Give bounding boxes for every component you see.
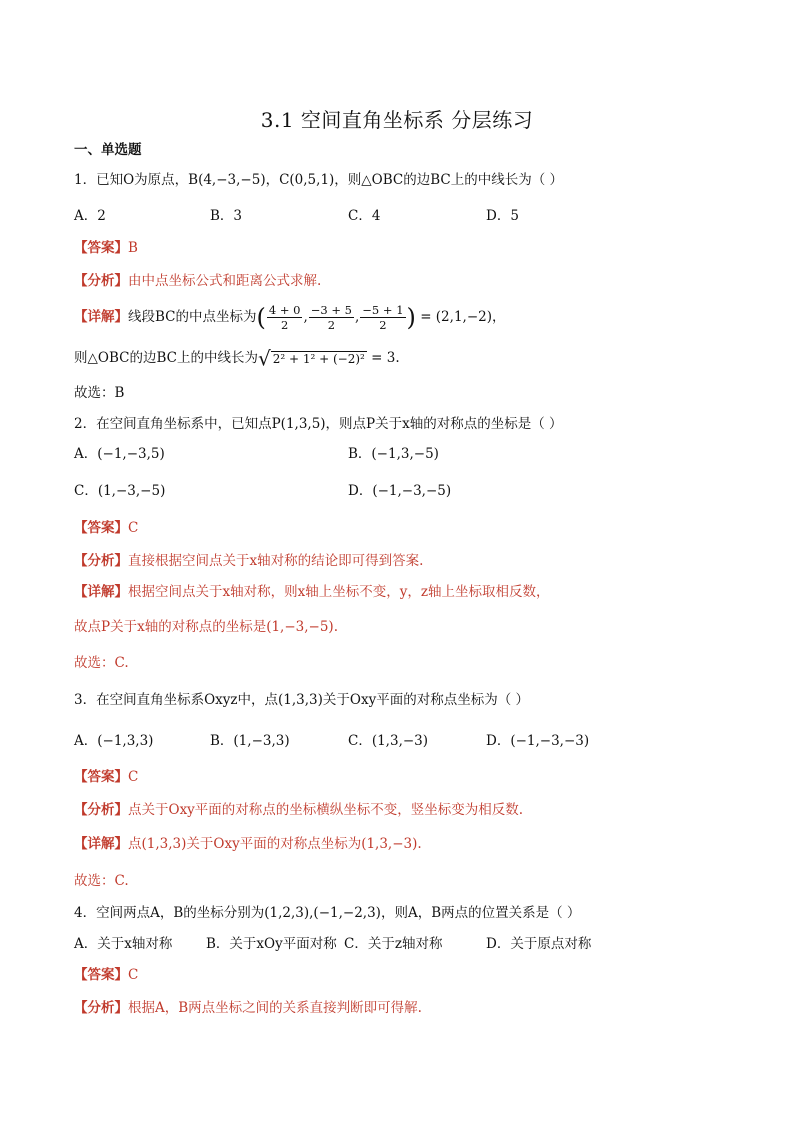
answer-value: C <box>128 520 139 536</box>
analysis-text: 由中点坐标公式和距离公式求解. <box>128 273 322 289</box>
sqrt-expression <box>258 343 367 374</box>
q4-option-c: C．关于z轴对称 <box>344 936 443 952</box>
q2-detail-line-2: 故点P关于x轴的对称点的坐标是(1,−3,−5). <box>74 619 338 635</box>
q1-detail-line-2 <box>74 343 400 374</box>
fraction-3 <box>360 303 405 332</box>
q2-choice: 故选：C. <box>74 655 129 671</box>
answer-tag: 【答案】 <box>74 240 128 256</box>
q4-option-b: B．关于xOy平面对称 <box>206 936 337 952</box>
q3-option-d: D．(−1,−3,−3) <box>486 733 590 749</box>
analysis-tag: 【分析】 <box>74 273 128 289</box>
q2-analysis <box>74 551 423 571</box>
q4-option-d: D．关于原点对称 <box>486 936 592 952</box>
q3-option-b: B．(1,−3,3) <box>210 733 290 749</box>
answer-value: C <box>128 769 139 785</box>
answer-tag: 【答案】 <box>74 520 128 536</box>
analysis-tag: 【分析】 <box>74 553 128 569</box>
q3-detail <box>74 834 422 854</box>
q3-choice: 故选：C. <box>74 873 129 889</box>
q2-option-c: C．(1,−3,−5) <box>74 483 166 499</box>
detail-line-2-prefix: 则△OBC的边BC上的中线长为 <box>74 350 258 366</box>
detail-tag: 【详解】 <box>74 584 128 600</box>
fraction-2 <box>309 303 354 332</box>
q2-answer <box>74 518 138 538</box>
analysis-tag: 【分析】 <box>74 1000 128 1016</box>
question-2-stem: 2．在空间直角坐标系中，已知点P(1,3,5)，则点P关于x轴的对称点的坐标是（ ） <box>74 416 563 432</box>
q3-analysis <box>74 800 523 820</box>
q4-answer <box>74 965 138 985</box>
fraction-1 <box>267 303 303 332</box>
fraction-3-denominator: 2 <box>379 318 387 332</box>
q4-analysis <box>74 998 422 1018</box>
q1-analysis <box>74 271 321 291</box>
analysis-text: 点关于Oxy平面的对称点的坐标横纵坐标不变，竖坐标变为相反数. <box>128 802 524 818</box>
detail-tag: 【详解】 <box>74 309 128 325</box>
left-paren: ( <box>256 303 266 332</box>
fraction-3-numerator: −5 + 1 <box>362 303 404 317</box>
q3-option-a: A．(−1,3,3) <box>74 733 154 749</box>
fraction-2-denominator: 2 <box>327 318 336 332</box>
analysis-text: 根据A，B两点坐标之间的关系直接判断即可得解. <box>128 1000 422 1016</box>
q4-option-a: A．关于x轴对称 <box>74 936 173 952</box>
q3-answer <box>74 767 138 787</box>
q2-option-b: B．(−1,3,−5) <box>348 446 439 462</box>
question-1-stem: 1．已知O为原点，B(4,−3,−5)，C(0,5,1)，则△OBC的边BC上的中线长为（ ） <box>74 172 564 188</box>
q1-answer <box>74 238 138 258</box>
q2-option-a: A．(−1,−3,5) <box>74 446 165 462</box>
detail-text: 点(1,3,3)关于Oxy平面的对称点坐标为(1,3,−3). <box>128 836 422 852</box>
detail-prefix: 线段BC的中点坐标为 <box>128 309 257 325</box>
question-3-stem: 3．在空间直角坐标系Oxyz中，点(1,3,3)关于Oxy平面的对称点坐标为（ ） <box>74 692 529 708</box>
fraction-1-denominator: 2 <box>281 318 289 332</box>
fraction-2-numerator: −3 + 5 <box>310 303 352 317</box>
q1-option-d: D．5 <box>486 208 519 224</box>
analysis-tag: 【分析】 <box>74 802 128 818</box>
section-heading: 一、单选题 <box>74 142 142 158</box>
detail-tag: 【详解】 <box>74 836 128 852</box>
q1-option-a: A．2 <box>74 208 106 224</box>
q2-option-d: D．(−1,−3,−5) <box>348 483 452 499</box>
q2-detail <box>74 582 549 602</box>
radical-sign: √ <box>257 346 271 371</box>
page-title: 3.1 空间直角坐标系 分层练习 <box>260 108 534 132</box>
detail-suffix: = (2,1,−2)， <box>420 309 506 325</box>
q1-option-b: B．3 <box>210 208 243 224</box>
right-paren: ) <box>406 303 416 332</box>
fraction-1-numerator: 4 + 0 <box>268 303 301 317</box>
answer-tag: 【答案】 <box>74 769 128 785</box>
radicand: 2² + 1² + (−2)² <box>272 351 365 366</box>
q1-detail: 【详解】线段BC的中点坐标为( $\frac{4 + 0}{2}$ , $\frac{-3 + 5}{2}$ , $\frac{-5 + 1}{2}$ ) = (2,1,−2)， <box>74 303 506 332</box>
q1-choice: 故选：B <box>74 385 125 401</box>
answer-value: B <box>128 240 138 256</box>
question-4-stem: 4．空间两点A，B的坐标分别为(1,2,3),(−1,−2,3)，则A，B两点的位置关系是（ ） <box>74 905 581 921</box>
answer-tag: 【答案】 <box>74 967 128 983</box>
q3-option-c: C．(1,3,−3) <box>348 733 429 749</box>
detail-line-2-suffix: = 3. <box>371 350 400 366</box>
detail-text: 根据空间点关于x轴对称，则x轴上坐标不变，y，z轴上坐标取相反数， <box>128 584 550 600</box>
q1-option-c: C．4 <box>348 208 381 224</box>
answer-value: C <box>128 967 139 983</box>
analysis-text: 直接根据空间点关于x轴对称的结论即可得到答案. <box>128 553 424 569</box>
